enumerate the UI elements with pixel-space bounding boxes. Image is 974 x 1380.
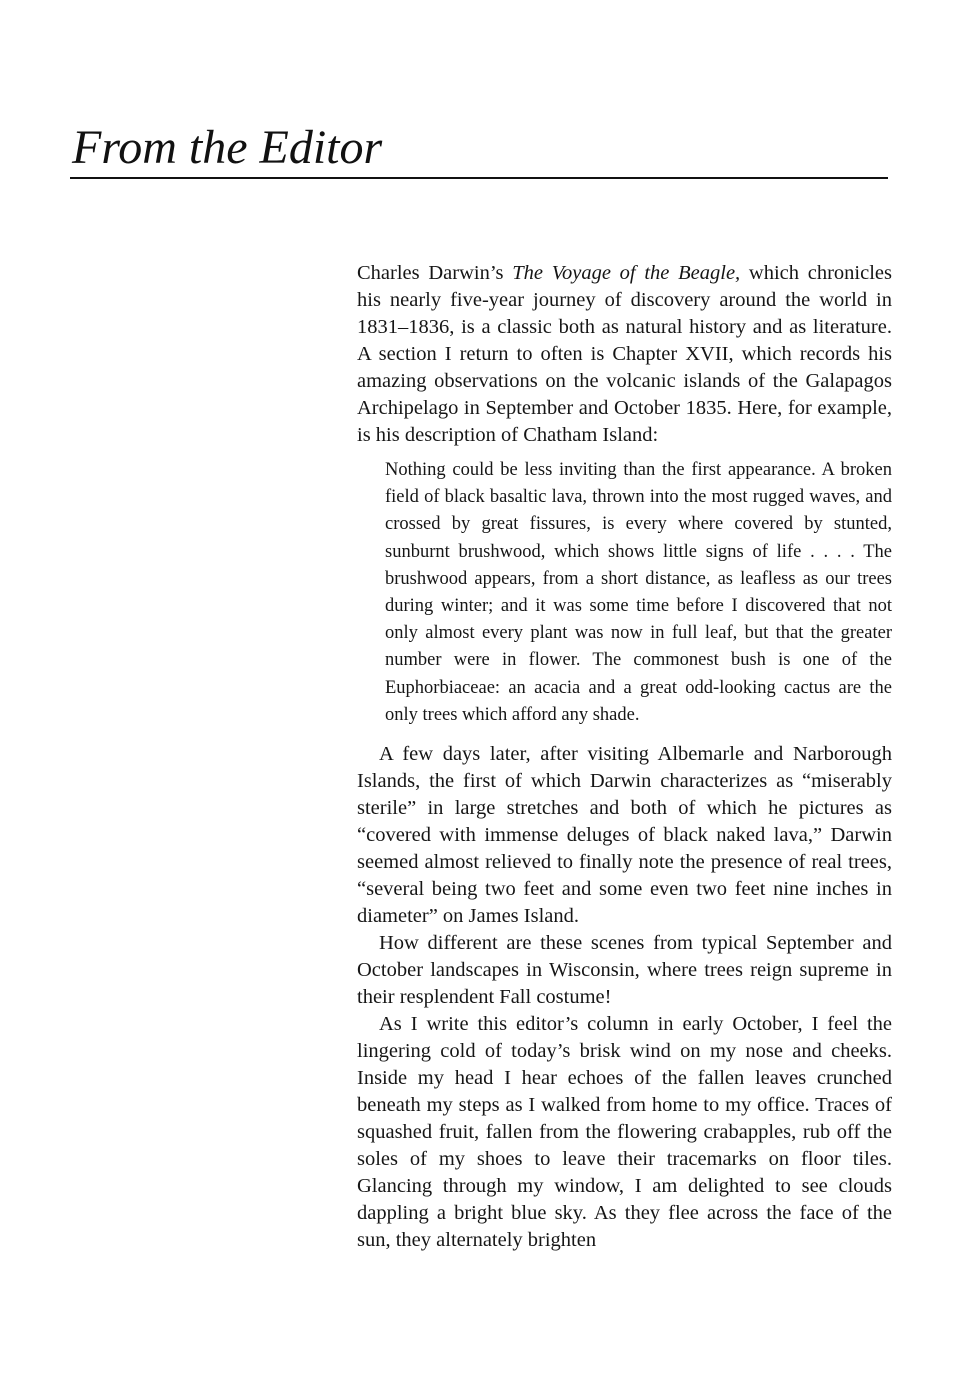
intro-text-before: Charles Darwin’s [357,262,513,284]
book-title: The Voyage of the Beagle, [512,262,741,284]
intro-paragraph [357,260,892,449]
body-paragraph: As I write this editor’s column in early October, I feel the lingering cold of today’s brisk wind on my nose and cheeks. Inside my head I hear echoes of the fallen leaves crunched beneath my steps as I walked from home to my office. Traces of squashed fruit, fallen from the flowering crabapples, rub off the soles of my shoes to leave their tracemarks on floor tiles. Glancing through my window, I am delighted to see clouds dappling a bright blue sky. As they flee across the face of the sun, they alternately brighten [357,1013,892,1252]
title-rule [70,177,888,179]
body-paragraph: A few days later, after visiting Albemarle and Narborough Islands, the first of which Darwin characterizes as “miserably sterile” in large stretches and both of which he pictures as “covered with immense deluges of black naked lava,” Darwin seemed almost relieved to finally note the presence of real trees, “several being two feet and some even two feet nine inches in diameter” on James Island. [357,743,892,928]
intro-text-after: which chronicles his nearly five-year journey of discovery around the world in 1831–1836, is a classic both as natural history and as literature. A section I return to often is Chapter XVII, which records his amazing observations on the volcanic islands of the Galapagos Archipelago in September and October 1835. Here, for example, is his description of Chatham Island: [357,262,893,446]
page-title: From the Editor [72,121,383,174]
article-body [357,260,892,1254]
block-quote: Nothing could be less inviting than the first appearance. A broken field of black basaltic lava, thrown into the most rugged waves, and crossed by great fissures, is every where covered by stunted, sunburnt brushwood, which shows little signs of life . . . . The brushwood appears, from a short distance, as leafless as our trees during winter; and it was some time before I discovered that not only almost every plant was now in full leaf, but that the greater number were in flower. The commonest bush is one of the Euphorbiaceae: an acacia and a great odd-looking cactus are the only trees which afford any shade. [385,460,892,725]
body-paragraph: How different are these scenes from typical September and October landscapes in Wisconsin, where trees reign supreme in their resplendent Fall costume! [357,932,892,1009]
